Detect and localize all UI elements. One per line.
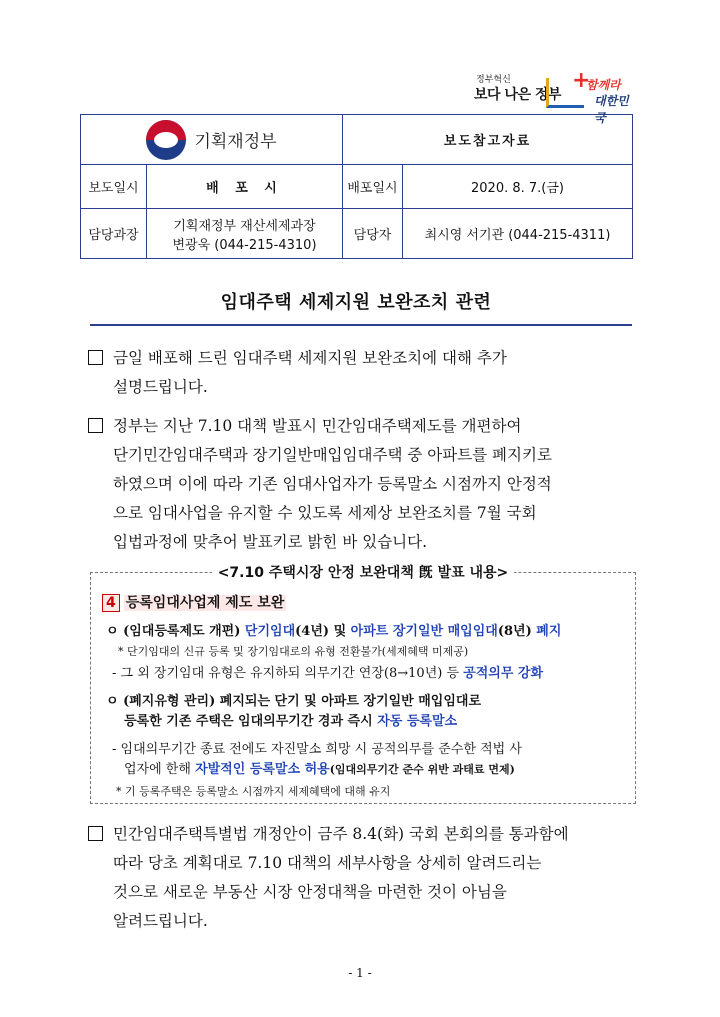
- p1-line-1: 금일 배포해 드린 임대주택 세제지원 보완조치에 대해 추가: [113, 349, 507, 367]
- checkbox-bullet-icon: [88, 826, 103, 841]
- bullet-2-text: 등록한 기존 주택은 임대의무기간 경과 즉시: [124, 714, 378, 729]
- contact-person: 최시영 서기관 (044-215-4311): [403, 209, 633, 259]
- bullet-1-mid: (4년) 및: [295, 624, 351, 639]
- department-contact: [147, 209, 343, 259]
- department-name: 기획재정부 재산세제과장: [173, 218, 316, 234]
- note-1: * 단기임대의 신규 등록 및 장기임대로의 유형 전환불가(세제혜택 미제공): [118, 645, 469, 658]
- apartment-long-term-rental: 아파트 장기일반 매입임대: [350, 624, 498, 639]
- bullet-1-years: (8년): [497, 624, 537, 639]
- bullet-2-line-1: ㅇ (폐지유형 관리) 폐지되는 단기 및 아파트 장기일반 매입임대로: [106, 694, 482, 709]
- taegeuk-emblem-icon: [146, 120, 186, 160]
- summary-box-title-text: <7.10 주택시장 안정 보완대책 旣 발표 내용>: [212, 565, 515, 581]
- department-label: 담당과장: [81, 209, 147, 259]
- p3-line-3: 것으로 새로운 부동산 시장 안정대책을 마련한 것이 아님을: [113, 883, 507, 901]
- dash-1: [112, 664, 543, 684]
- document-type-title: 보도참고자료: [343, 115, 633, 165]
- voluntary-deregistration: 자발적인 등록말소 허용: [195, 762, 330, 777]
- summary-box-title: [90, 562, 636, 582]
- paragraph-2: [88, 412, 636, 557]
- government-innovation-slogan: [470, 68, 640, 125]
- headline-underline: [90, 324, 632, 326]
- public-duty-strengthening: 공적의무 강화: [463, 666, 544, 681]
- p2-line-5: 입법과정에 맞추어 발표키로 밝힌 바 있습니다.: [113, 533, 428, 551]
- p3-line-2: 따라 당초 계획대로 7.10 대책의 세부사항을 상세히 알려드리는: [113, 854, 542, 872]
- distribution-label: 배포일시: [343, 165, 403, 209]
- ministry-name: 기획재정부: [194, 132, 277, 152]
- slogan-small: 정부혁신: [476, 75, 511, 85]
- distribution-date: 2020. 8. 7.(금): [403, 165, 633, 209]
- p2-line-2: 단기민간임대주택과 장기일반매입임대주택 중 아파트를 폐지키로: [113, 446, 552, 464]
- p3-line-4: 알려드립니다.: [113, 912, 208, 930]
- dash-2-text: 업자에 한해: [124, 762, 196, 777]
- p2-line-1: 정부는 지난 7.10 대책 발표시 민간임대주택제도를 개편하여: [113, 417, 522, 435]
- dash-2-line-2: [124, 760, 515, 780]
- bullet-1-lead: ㅇ (임대등록제도 개편): [106, 624, 245, 639]
- slogan-hand-1: 함께라: [586, 78, 621, 92]
- auto-deregistration: 자동 등록말소: [377, 714, 458, 729]
- fine-exemption-note: (임대의무기간 준수 위반 과태료 면제): [329, 763, 515, 776]
- section-heading: [102, 592, 286, 612]
- abolished-label: 폐지: [536, 624, 562, 639]
- checkbox-bullet-icon: [88, 350, 103, 365]
- paragraph-1: [88, 344, 636, 402]
- department-head: 변광욱 (044-215-4310): [172, 237, 317, 253]
- contact-label: 담당자: [343, 209, 403, 259]
- press-header-table: [80, 114, 633, 259]
- headline: 임대주택 세제지원 보완조치 관련: [220, 292, 492, 313]
- section-title: 등록임대사업제 제도 보완: [125, 595, 285, 611]
- dash-2-line-1: - 임대의무기간 종료 전에도 자진말소 희망 시 공적의무를 준수한 적법 사: [112, 742, 522, 757]
- bullet-1: [106, 622, 561, 642]
- section-number: 4: [102, 594, 120, 612]
- p2-line-4: 으로 임대사업을 유지할 수 있도록 세제상 보완조치를 7월 국회: [113, 504, 537, 522]
- page-number: - 1 -: [348, 966, 372, 980]
- short-term-rental: 단기임대: [244, 624, 296, 639]
- p3-line-1: 민간임대주택특별법 개정안이 금주 8.4(화) 국회 본회의를 통과함에: [113, 825, 569, 843]
- slogan-main: 보다 나은 정부: [474, 87, 561, 103]
- bullet-2-line-2: [124, 712, 457, 732]
- slogan-hand-2: 대한민국: [594, 94, 629, 125]
- ministry-logo-cell: [81, 115, 343, 165]
- checkbox-bullet-icon: [88, 418, 103, 433]
- p1-line-2: 설명드립니다.: [113, 378, 208, 396]
- p2-line-3: 하였으며 이에 따라 기존 임대사업자가 등록말소 시점까지 안정적: [113, 475, 552, 493]
- release-label: 보도일시: [81, 165, 147, 209]
- plus-icon: +: [572, 68, 591, 93]
- paragraph-3: [88, 820, 636, 936]
- note-2: * 기 등록주택은 등록말소 시점까지 세제혜택에 대해 유지: [116, 785, 391, 798]
- release-value: 배 포 시: [147, 165, 343, 209]
- dash-1-text: - 그 외 장기임대 유형은 유지하되 의무기간 연장(8→10년) 등: [112, 666, 464, 681]
